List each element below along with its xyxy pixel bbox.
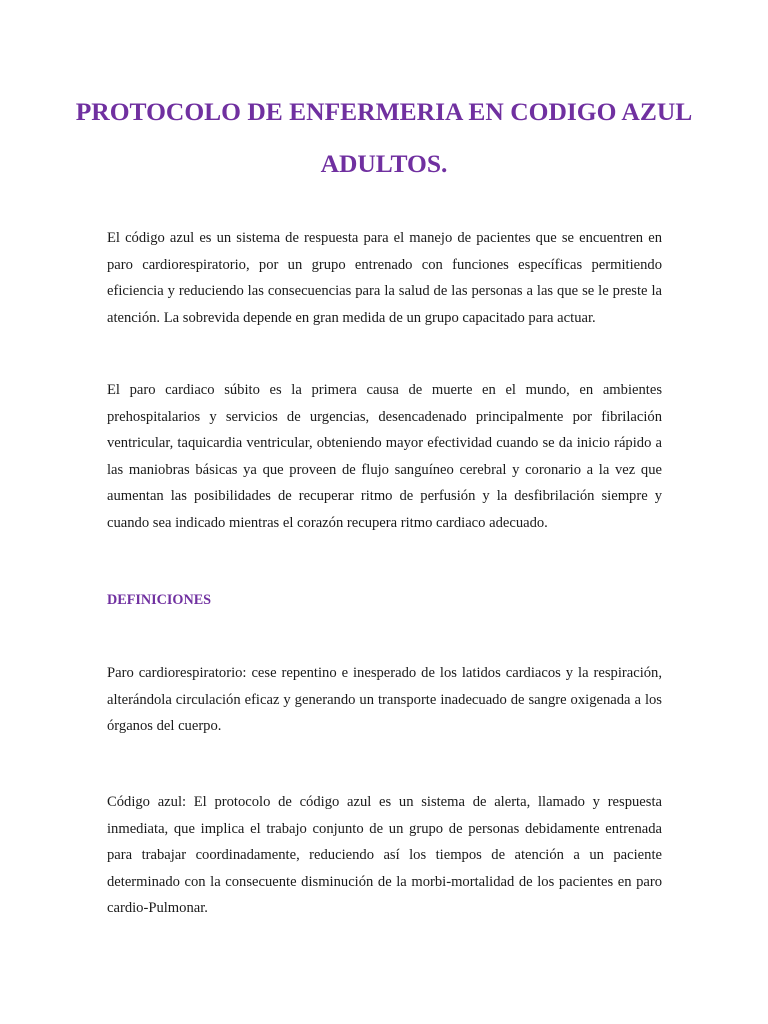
cardiac-arrest-paragraph: El paro cardiaco súbito es la primera causa de muerte en el mundo, en ambientes prehospitalarios y servicios de urgencias, desencadenado principalmente por fibrilación ventricular, taquicardia ventricular, obteniendo mayor efectividad cuando se da inicio rápido a las maniobras básicas ya que proveen de flujo sanguíneo cerebral y coronario a la vez que aumentan las posibilidades de recuperar ritmo de perfusión y la desfibrilación siempre y cuando sea indicado mientras el corazón recupera ritmo cardiaco adecuado. [107, 382, 662, 531]
definition-codigo-azul: Código azul: El protocolo de código azul es un sistema de alerta, llamado y respuesta inmediata, que implica el trabajo conjunto de un grupo de personas debidamente entrenada para trabajar coordinadamente, reduciendo así los tiempos de atención a un paciente determinado con la consecuente disminución de la morbi-mortalidad de los pacientes en paro cardio-Pulmonar. [107, 794, 662, 917]
section-heading-definiciones: DEFINICIONES [107, 592, 212, 608]
intro-paragraph: El código azul es un sistema de respuesta para el manejo de pacientes que se encuentren en paro cardiorespiratorio, por un grupo entrenado con funciones específicas permitiendo eficiencia y reduciendo las consecuencias para la salud de las personas a las que se le preste la atención. La sobrevida depende en gran medida de un grupo capacitado para actuar. [107, 230, 662, 326]
document-title: PROTOCOLO DE ENFERMERIA EN CODIGO AZUL ADULTOS. [75, 97, 693, 178]
definition-paro-cardiorespiratorio: Paro cardiorespiratorio: cese repentino e inesperado de los latidos cardiacos y la respiración, alterándola circulación eficaz y generando un transporte inadecuado de sangre oxigenada a los órganos del cuerpo. [107, 665, 662, 735]
